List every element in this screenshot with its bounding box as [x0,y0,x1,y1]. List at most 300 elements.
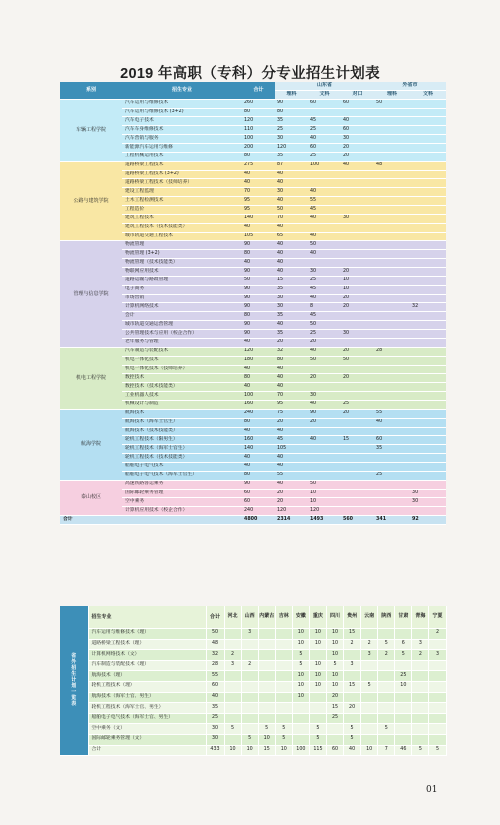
out-arts-cell [410,347,446,356]
major-name: 道路桥梁工程技术 (3+2) [122,170,242,179]
out-sci-cell [374,392,410,401]
out-sci-cell [374,321,410,330]
sd-voc-cell [341,197,374,206]
major-name: 土木工程检测技术 [122,197,242,206]
sd-sci-cell: 20 [275,489,308,498]
sd-voc-cell: 40 [341,161,374,170]
province-header-8: 四川 [326,606,343,629]
total-cell: 240 [242,507,275,516]
header-shandong: 山东省 [275,82,374,90]
sd-arts-cell: 30 [308,268,341,277]
province-side-label-text: 省外招生计划一览表 [71,652,77,707]
sd-arts-cell: 25 [308,276,341,285]
province-value [429,734,446,745]
out-sci-cell [374,338,410,347]
total-total-cell: 4800 [242,516,275,525]
major-name: 老年服务与管理 [122,338,242,347]
out-sci-cell [374,144,410,153]
province-value: 15 [344,681,361,692]
sd-arts-cell: 60 [308,144,341,153]
sd-sci-cell: 75 [275,409,308,418]
total-cell: 90 [242,285,275,294]
province-value [378,629,395,640]
total-cell: 200 [242,144,275,153]
province-value: 55 [206,671,224,682]
out-arts-cell [410,507,446,516]
province-value: 10 [275,745,292,756]
province-header-1: 合计 [206,606,224,629]
out-sci-cell [374,276,410,285]
province-row [60,650,446,661]
sd-sci-cell: 35 [275,152,308,161]
province-value [241,724,258,735]
total-cell: 120 [242,347,275,356]
province-value [412,692,429,703]
sd-voc-cell [341,223,374,232]
out-sci-cell [374,400,410,409]
province-value [395,660,412,671]
header-sd-arts: 文科 [308,90,341,99]
out-sci-cell [374,223,410,232]
sd-voc-cell: 30 [341,330,374,339]
total-cell: 80 [242,471,275,480]
sd-voc-cell [341,392,374,401]
out-arts-cell [410,276,446,285]
province-value: 10 [292,629,309,640]
out-arts-cell [410,365,446,374]
province-value: 15 [326,703,343,714]
province-value: 3 [241,629,258,640]
sd-sci-cell: 30 [275,294,308,303]
province-value: 10 [309,660,326,671]
province-value: 5 [344,734,361,745]
major-name: 计算机应用技术（校企合作） [122,507,242,516]
sd-sci-cell: 80 [275,108,308,117]
province-value [326,724,343,735]
out-sci-cell: 40 [374,418,410,427]
out-arts-cell [410,400,446,409]
major-name: 市场营销 [122,294,242,303]
province-value: 10 [361,745,378,756]
sd-voc-cell [341,445,374,454]
province-value: 10 [241,745,258,756]
province-header-6: 安徽 [292,606,309,629]
out-arts-cell [410,454,446,463]
total-voc-cell: 560 [341,516,374,525]
total-cell: 40 [242,454,275,463]
college-name: 航海学院 [60,409,122,480]
major-name: 船舶电子电气技术 [122,462,242,471]
province-value: 25 [326,713,343,724]
province-value [258,639,275,650]
province-value [258,671,275,682]
province-value [292,724,309,735]
province-value: 5 [412,745,429,756]
total-osci-cell: 341 [374,516,410,525]
sd-voc-cell: 15 [341,436,374,445]
sd-sci-cell: 65 [275,232,308,241]
out-arts-cell [410,170,446,179]
out-arts-cell [410,392,446,401]
major-name: 机械设计与制造 [122,400,242,409]
enrollment-plan-table [60,82,446,525]
total-cell: 110 [242,126,275,135]
out-arts-cell [410,418,446,427]
province-value: 3 [361,650,378,661]
province-value [429,713,446,724]
province-value [361,692,378,703]
total-cell: 40 [242,259,275,268]
sd-voc-cell: 20 [341,374,374,383]
total-row [60,516,446,525]
province-value [344,650,361,661]
major-name: 高速铁路客运乘务 [122,480,242,489]
province-value [224,681,241,692]
province-row [60,692,446,703]
province-value: 30 [206,734,224,745]
out-arts-cell: 30 [410,489,446,498]
sd-arts-cell: 45 [308,312,341,321]
sd-sci-cell: 25 [275,126,308,135]
out-arts-cell: 30 [410,498,446,507]
out-arts-cell [410,330,446,339]
sd-arts-cell: 45 [308,117,341,126]
sd-voc-cell [341,418,374,427]
sd-sci-cell: 20 [275,338,308,347]
out-arts-cell [410,374,446,383]
province-row [60,681,446,692]
sd-voc-cell [341,250,374,259]
province-value: 15 [344,629,361,640]
major-name: 工程机械运用技术 [122,152,242,161]
total-cell: 60 [242,489,275,498]
out-sci-cell [374,259,410,268]
major-name: 城市轨道交通运营管理 [122,321,242,330]
sd-voc-cell: 40 [341,117,374,126]
sd-arts-cell: 50 [308,241,341,250]
sd-arts-cell: 20 [308,374,341,383]
province-value: 25 [395,671,412,682]
out-arts-cell [410,480,446,489]
total-cell: 90 [242,321,275,330]
sd-arts-cell: 40 [308,400,341,409]
sd-arts-cell: 8 [308,303,341,312]
sd-sci-cell: 15 [275,276,308,285]
province-value [395,713,412,724]
province-value: 2 [344,639,361,650]
province-major: 空中乘务（文） [88,724,206,735]
total-cell: 40 [242,383,275,392]
province-value [395,724,412,735]
province-value: 10 [309,639,326,650]
out-sci-cell [374,135,410,144]
province-major: 航海技术（理） [88,671,206,682]
sd-voc-cell: 20 [341,268,374,277]
out-sci-cell [374,356,410,365]
province-value [241,713,258,724]
header-out-sci: 理科 [374,90,410,99]
total-cell: 40 [242,170,275,179]
out-arts-cell [410,152,446,161]
province-value [241,703,258,714]
sd-voc-cell [341,232,374,241]
sd-sci-cell: 40 [275,268,308,277]
total-cell: 160 [242,400,275,409]
sd-sci-cell: 40 [275,374,308,383]
province-value [258,629,275,640]
out-arts-cell [410,117,446,126]
province-header-14: 宁夏 [429,606,446,629]
sd-arts-cell [308,383,341,392]
province-value [429,681,446,692]
major-name: 汽车车身维修技术 [122,126,242,135]
major-name: 数控技术（技术技能类） [122,383,242,392]
sd-arts-cell [308,471,341,480]
province-value: 10 [292,639,309,650]
province-value: 20 [326,692,343,703]
province-major: 轮机工程技术（理） [88,681,206,692]
sd-voc-cell [341,170,374,179]
out-sci-cell [374,170,410,179]
province-value [275,660,292,671]
province-value: 28 [206,660,224,671]
province-row [60,724,446,735]
province-value: 15 [258,745,275,756]
province-value [412,713,429,724]
province-value [241,671,258,682]
major-name: 汽车运用与维修技术 (3+2) [122,108,242,117]
province-value: 10 [326,629,343,640]
sd-voc-cell: 20 [341,347,374,356]
sd-voc-cell: 30 [341,214,374,223]
out-sci-cell [374,126,410,135]
total-cell: 100 [242,392,275,401]
sd-sci-cell: 35 [275,117,308,126]
major-name: 会计 [122,312,242,321]
out-arts-cell [410,241,446,250]
major-name: 物联网应用技术 [122,268,242,277]
sd-sci-cell: 95 [275,400,308,409]
province-value: 100 [292,745,309,756]
total-cell: 40 [242,365,275,374]
province-value: 10 [326,650,343,661]
province-header-12: 甘肃 [395,606,412,629]
province-value [309,650,326,661]
out-arts-cell [410,99,446,108]
province-value [292,703,309,714]
out-arts-cell [410,135,446,144]
province-value [412,681,429,692]
province-value: 5 [309,724,326,735]
province-value: 35 [206,703,224,714]
major-name: 计算机网络技术 [122,303,242,312]
out-sci-cell: 55 [374,409,410,418]
province-value [292,713,309,724]
province-value [361,703,378,714]
province-value: 10 [309,671,326,682]
sd-arts-cell [308,365,341,374]
sd-arts-cell: 60 [308,99,341,108]
sd-sci-cell: 40 [275,250,308,259]
page-title: 2019 年高职（专科）分专业招生计划表 [120,66,380,82]
out-arts-cell [410,321,446,330]
major-name: 汽车电子技术 [122,117,242,126]
sd-voc-cell: 50 [341,356,374,365]
out-sci-cell [374,250,410,259]
province-header-5: 吉林 [275,606,292,629]
sd-arts-cell: 20 [308,418,341,427]
major-name: 物流管理 (3+2) [122,250,242,259]
province-value [361,629,378,640]
sd-voc-cell: 20 [341,409,374,418]
out-arts-cell [410,427,446,436]
sd-arts-cell: 40 [308,347,341,356]
province-value [412,734,429,745]
out-sci-cell: 35 [374,445,410,454]
sd-sci-cell: 70 [275,214,308,223]
out-arts-cell [410,462,446,471]
major-name: 物流管理（技术技能类） [122,259,242,268]
total-cell: 100 [242,135,275,144]
province-value [258,713,275,724]
out-sci-cell [374,383,410,392]
sd-voc-cell: 25 [341,400,374,409]
sd-arts-cell [308,454,341,463]
major-name: 建筑工程技术（技术技能类） [122,223,242,232]
out-arts-cell [410,259,446,268]
sd-arts-cell: 25 [308,126,341,135]
sd-sci-cell: 40 [275,462,308,471]
sd-sci-cell: 30 [275,303,308,312]
province-value: 10 [326,639,343,650]
province-header-11: 陕西 [378,606,395,629]
major-name: 机电一体化技术（技师培养） [122,365,242,374]
header-sd-vocational: 对口 [341,90,374,99]
out-arts-cell [410,294,446,303]
total-cell: 160 [242,436,275,445]
province-value [275,671,292,682]
province-value: 10 [224,745,241,756]
sd-arts-cell: 50 [308,356,341,365]
province-plan-body [60,606,446,756]
total-cell: 260 [242,99,275,108]
sd-arts-cell [308,179,341,188]
total-cell: 70 [242,188,275,197]
province-value [224,713,241,724]
province-value [361,660,378,671]
province-value [241,692,258,703]
total-sci-cell: 2314 [275,516,308,525]
province-header-9: 贵州 [344,606,361,629]
out-sci-cell [374,489,410,498]
total-cell: 120 [242,117,275,126]
province-major: 船舶电子电气技术（海军士官、男生） [88,713,206,724]
sd-voc-cell [341,365,374,374]
province-value: 5 [344,724,361,735]
out-sci-cell [374,214,410,223]
province-value: 2 [361,639,378,650]
sd-arts-cell: 40 [308,135,341,144]
total-cell: 40 [242,223,275,232]
sd-sci-cell: 90 [275,99,308,108]
sd-arts-cell: 25 [308,152,341,161]
out-sci-cell [374,197,410,206]
province-value: 7 [378,745,395,756]
major-name: 空中乘务 [122,498,242,507]
out-arts-cell [410,250,446,259]
major-name: 汽车营销与服务 [122,135,242,144]
province-value: 10 [309,681,326,692]
table-header-row [60,82,446,90]
total-cell: 140 [242,214,275,223]
out-sci-cell [374,454,410,463]
province-value: 46 [395,745,412,756]
province-value: 10 [326,671,343,682]
total-cell: 90 [242,480,275,489]
sd-arts-cell: 20 [308,338,341,347]
sd-arts-cell: 90 [308,409,341,418]
sd-voc-cell [341,383,374,392]
sd-voc-cell [341,206,374,215]
total-cell: 90 [242,294,275,303]
header-total: 合计 [242,82,275,99]
sd-sci-cell: 40 [275,223,308,232]
major-name: 电子商务 [122,285,242,294]
sd-sci-cell: 40 [275,197,308,206]
province-value [224,629,241,640]
province-value [378,734,395,745]
province-value: 2 [378,650,395,661]
province-value [412,629,429,640]
province-value [395,692,412,703]
sd-sci-cell: 40 [275,179,308,188]
out-arts-cell [410,179,446,188]
table-row [60,409,446,418]
major-name: 新能源汽车运用与维修 [122,144,242,153]
province-value [429,671,446,682]
sd-sci-cell: 30 [275,188,308,197]
total-cell: 240 [242,409,275,418]
province-value [241,681,258,692]
province-row [60,713,446,724]
province-value: 10 [292,692,309,703]
province-value [224,639,241,650]
sd-arts-cell [308,223,341,232]
major-name: 道路桥梁工程技术 [122,161,242,170]
out-arts-cell [410,383,446,392]
province-value [378,692,395,703]
sd-voc-cell: 60 [341,99,374,108]
province-value [412,703,429,714]
sd-sci-cell: 40 [275,241,308,250]
sd-voc-cell: 20 [341,144,374,153]
province-major: 道路桥梁工程技术（理） [88,639,206,650]
sd-voc-cell: 30 [341,135,374,144]
province-value [275,692,292,703]
province-value [429,703,446,714]
sd-sci-cell: 87 [275,161,308,170]
sd-voc-cell [341,179,374,188]
total-cell: 80 [242,108,275,117]
province-major: 航海技术（海军士官、男生） [88,692,206,703]
province-value: 5 [241,734,258,745]
sd-sci-cell: 40 [275,170,308,179]
out-sci-cell [374,285,410,294]
sd-voc-cell [341,108,374,117]
sd-sci-cell: 55 [275,471,308,480]
province-value: 5 [292,650,309,661]
province-value [258,703,275,714]
